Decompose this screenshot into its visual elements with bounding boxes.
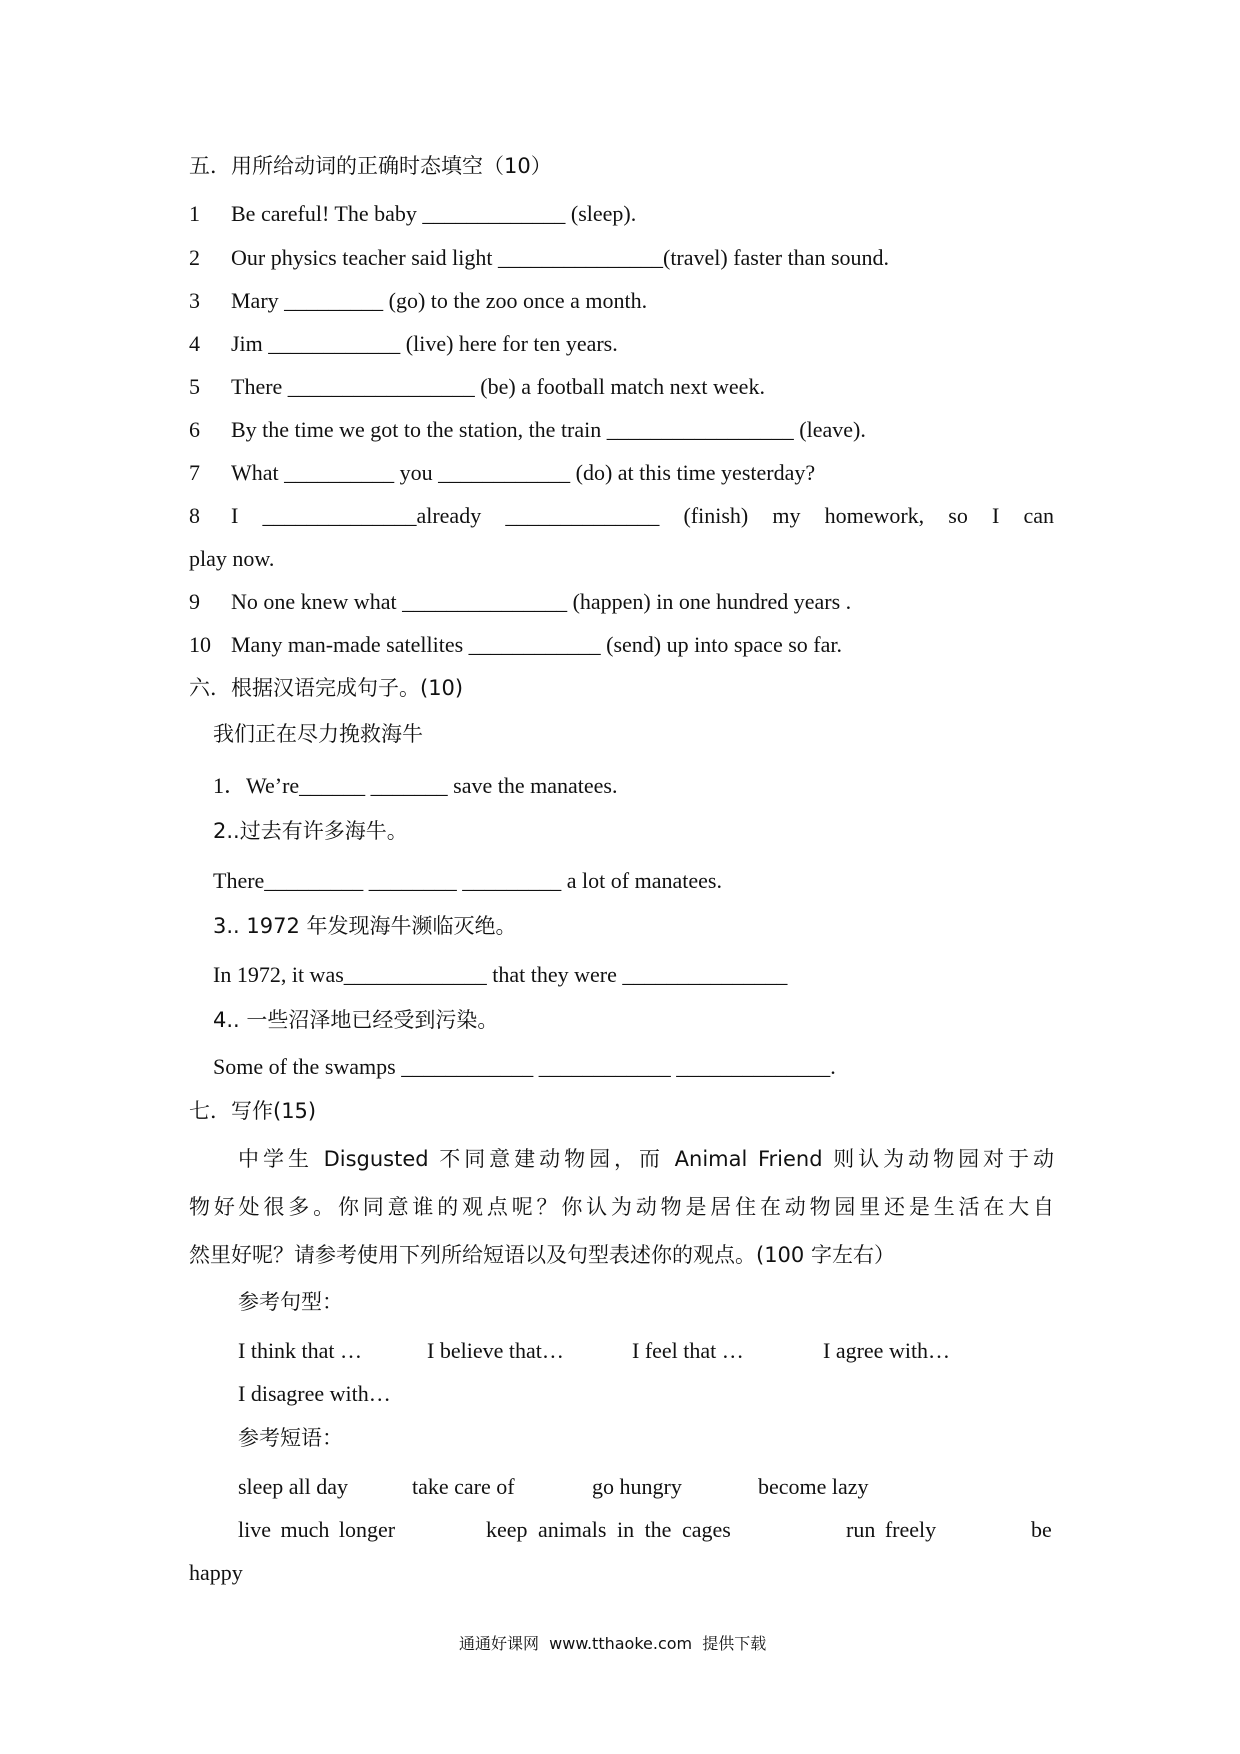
writing-prompt-line: 物好处很多。你同意谁的观点呢？你认为动物是居住在动物园里还是生活在大自 xyxy=(189,1195,1054,1219)
exercise-item: 1 Be careful! The baby _____________ (sleep). xyxy=(189,201,637,226)
translation-line: In 1972, it was_____________ that they were _______________ xyxy=(213,962,788,987)
exercise-item: 9 No one knew what _______________ (happen) in one hundred years . xyxy=(189,589,852,614)
exercise-item: 5 There _________________ (be) a football match next week. xyxy=(189,374,765,399)
phrase: live much longer xyxy=(238,1517,396,1542)
sentence-pattern: I disagree with… xyxy=(238,1381,391,1406)
translation-line: There_________ ________ _________ a lot of manatees. xyxy=(213,868,722,893)
phrases-label: 参考短语： xyxy=(238,1426,343,1450)
section7-title: 七．写作(15) xyxy=(189,1099,317,1123)
sentence-pattern: I believe that… xyxy=(427,1338,564,1363)
page-footer: 通通好课网 www.tthaoke.com 提供下载 xyxy=(459,1634,767,1653)
section6-title: 六．根据汉语完成句子。(10) xyxy=(189,676,464,700)
translation-prompt: 2..过去有许多海牛。 xyxy=(213,819,408,843)
writing-prompt-line: 中学生 Disgusted 不同意建动物园，而 Animal Friend 则认为动物园对于动 xyxy=(238,1147,1054,1171)
exercise-item: 4 Jim ____________ (live) here for ten years. xyxy=(189,331,618,356)
section6-intro: 我们正在尽力挽救海牛 xyxy=(213,722,423,746)
translation-prompt: 4.. 一些沼泽地已经受到污染。 xyxy=(213,1008,499,1032)
section5-title: 五．用所给动词的正确时态填空（10） xyxy=(189,154,552,178)
sentence-pattern: I think that … xyxy=(238,1338,363,1363)
writing-prompt-line: 然里好呢？请参考使用下列所给短语以及句型表述你的观点。(100 字左右） xyxy=(189,1243,895,1267)
sentence-pattern: I feel that … xyxy=(632,1338,744,1363)
exercise-item: 8 I ______________already ______________ (finish) my homework, so I can xyxy=(189,503,1054,528)
phrase: become lazy xyxy=(758,1474,869,1499)
phrase: take care of xyxy=(412,1474,515,1499)
exercise-item-continuation: play now. xyxy=(189,546,275,571)
sentences-label: 参考句型： xyxy=(238,1290,343,1314)
phrase: keep animals in the cages xyxy=(486,1517,731,1542)
phrase-continuation: happy xyxy=(189,1560,243,1585)
phrase: be xyxy=(1031,1517,1052,1542)
sentence-pattern: I agree with… xyxy=(823,1338,951,1363)
exercise-item: 7 What __________ you ____________ (do) at this time yesterday? xyxy=(189,460,816,485)
exercise-item: 3 Mary _________ (go) to the zoo once a month. xyxy=(189,288,648,313)
translation-line: Some of the swamps ____________ ____________ ______________. xyxy=(213,1054,836,1079)
translation-prompt: 3.. 1972 年发现海牛濒临灭绝。 xyxy=(213,914,517,938)
phrase: run freely xyxy=(846,1517,937,1542)
translation-line: 1．We’re______ _______ save the manatees. xyxy=(213,773,618,798)
exercise-item: 2 Our physics teacher said light _______________(travel) faster than sound. xyxy=(189,245,890,270)
phrase: go hungry xyxy=(592,1474,682,1499)
exercise-item: 10 Many man-made satellites ____________ (send) up into space so far. xyxy=(189,632,842,657)
exercise-item: 6 By the time we got to the station, the train _________________ (leave). xyxy=(189,417,866,442)
phrase: sleep all day xyxy=(238,1474,348,1499)
